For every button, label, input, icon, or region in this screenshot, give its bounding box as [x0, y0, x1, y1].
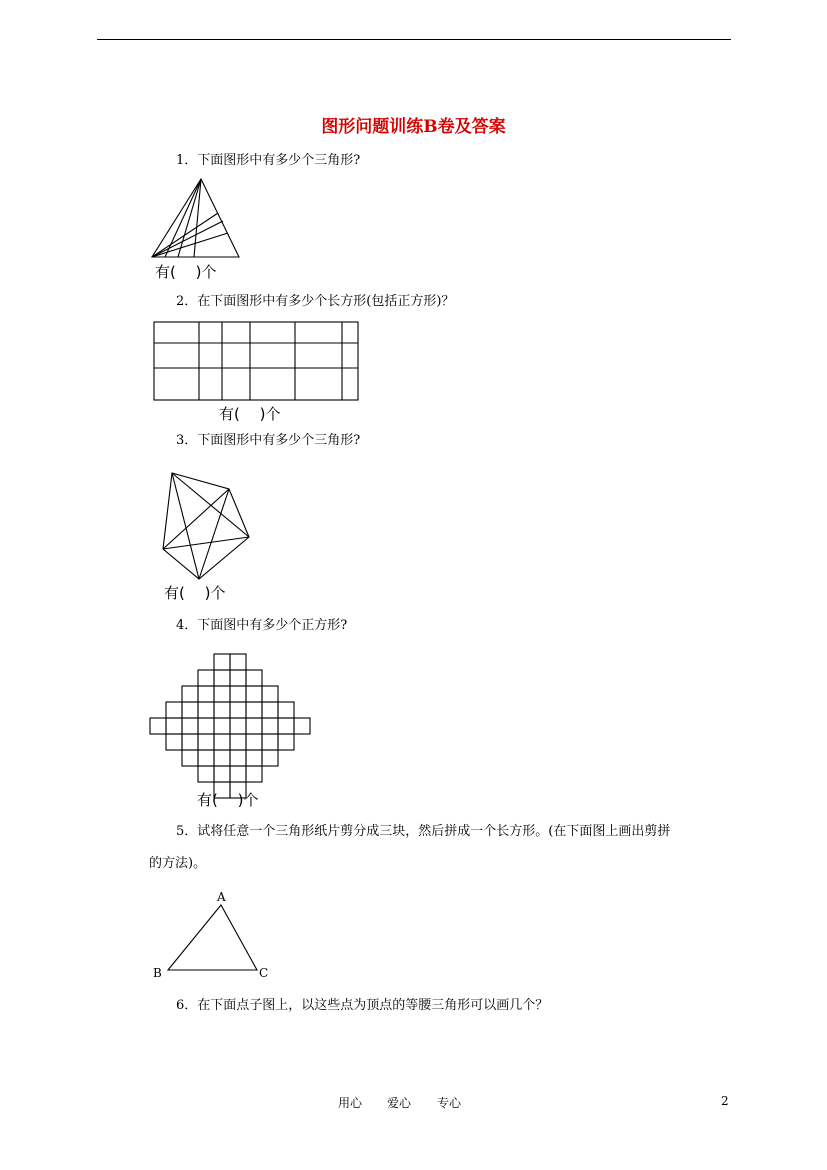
grid-square: [246, 734, 262, 750]
grid-square: [246, 702, 262, 718]
footer-item: 爱心: [387, 1096, 412, 1110]
vertex-label-b: B: [153, 966, 162, 980]
question-5-text-line2: 的方法)。: [149, 856, 207, 871]
header-rule: [97, 39, 731, 40]
grid-square: [246, 718, 262, 734]
q5-triangle-abc: [150, 886, 276, 982]
grid-square: [166, 702, 182, 718]
question-2-text: 2．在下面图形中有多少个长方形(包括正方形)？: [176, 294, 455, 309]
grid-square: [198, 750, 214, 766]
footer-item: 用心: [338, 1096, 363, 1110]
q2-rectangle-grid: [152, 320, 360, 402]
grid-square: [278, 718, 294, 734]
grid-square: [150, 718, 166, 734]
grid-square: [214, 654, 230, 670]
grid-square: [246, 766, 262, 782]
q1-triangle-figure: [150, 177, 242, 259]
question-3-text: 3．下面图形中有多少个三角形?: [176, 433, 361, 448]
question-3-answer: 有( )个: [164, 584, 226, 602]
footer-item: 专心: [437, 1096, 462, 1110]
grid-square: [182, 750, 198, 766]
grid-square: [230, 654, 246, 670]
question-2-answer: 有( )个: [219, 405, 281, 423]
grid-square: [198, 702, 214, 718]
vertex-label-c: C: [259, 966, 269, 980]
vertex-label-a: A: [217, 890, 226, 904]
question-4-answer: 有( )个: [197, 791, 259, 809]
grid-square: [262, 750, 278, 766]
grid-square: [166, 718, 182, 734]
grid-square: [262, 734, 278, 750]
question-5-text-line1: 5．试将任意一个三角形纸片剪分成三块，然后拼成一个长方形。(在下面图上画出剪拼: [176, 824, 671, 839]
grid-square: [182, 686, 198, 702]
grid-square: [214, 686, 230, 702]
grid-square: [198, 718, 214, 734]
grid-square: [262, 718, 278, 734]
grid-square: [230, 686, 246, 702]
grid-square: [214, 734, 230, 750]
grid-square: [230, 718, 246, 734]
question-1-answer: 有( )个: [155, 263, 217, 281]
q4-diamond-grid: [148, 652, 314, 788]
grid-square: [278, 702, 294, 718]
grid-square: [278, 734, 294, 750]
grid-square: [214, 670, 230, 686]
grid-square: [294, 718, 310, 734]
grid-square: [262, 702, 278, 718]
page-title: 图形问题训练B卷及答案: [321, 117, 506, 137]
grid-square: [214, 718, 230, 734]
question-1-text: 1．下面图形中有多少个三角形?: [176, 153, 361, 168]
grid-square: [230, 734, 246, 750]
question-6-text: 6．在下面点子图上，以这些点为顶点的等腰三角形可以画几个？: [176, 998, 549, 1013]
grid-square: [230, 766, 246, 782]
grid-square: [214, 702, 230, 718]
grid-square: [198, 766, 214, 782]
grid-square: [230, 670, 246, 686]
q3-pentagon-figure: [160, 468, 252, 583]
grid-square: [230, 750, 246, 766]
grid-square: [182, 718, 198, 734]
grid-square: [246, 670, 262, 686]
page-number: 2: [721, 1094, 729, 1108]
grid-square: [198, 686, 214, 702]
grid-square: [262, 686, 278, 702]
question-4-text: 4．下面图中有多少个正方形?: [176, 618, 348, 633]
grid-square: [214, 766, 230, 782]
grid-square: [230, 702, 246, 718]
grid-square: [198, 734, 214, 750]
grid-square: [246, 686, 262, 702]
grid-square: [198, 670, 214, 686]
grid-square: [182, 734, 198, 750]
grid-square: [214, 750, 230, 766]
grid-square: [182, 702, 198, 718]
grid-square: [166, 734, 182, 750]
grid-square: [246, 750, 262, 766]
